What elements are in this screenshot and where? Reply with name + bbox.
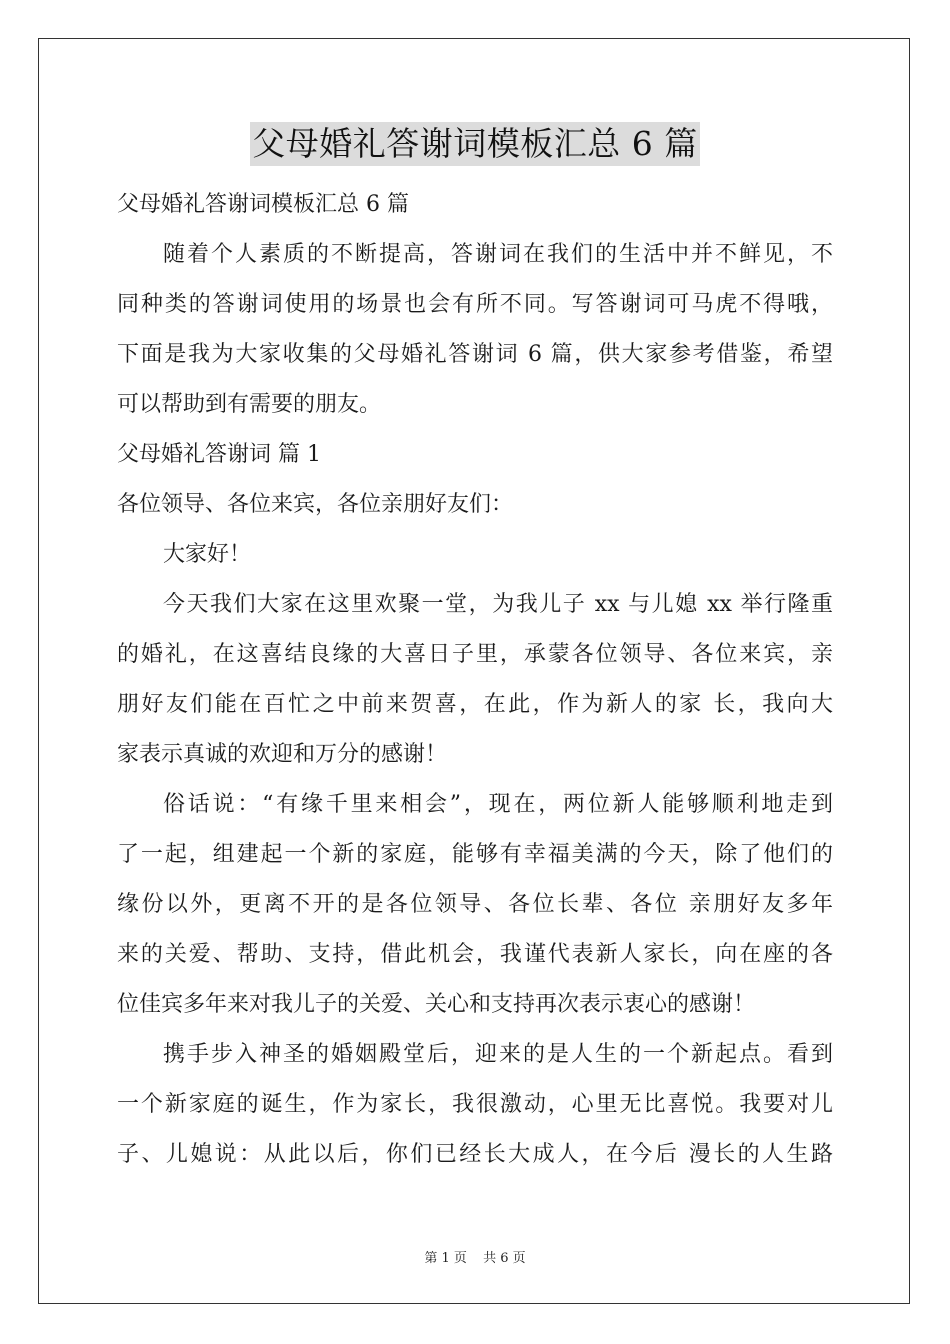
text-line: 了一起，组建起一个新的家庭，能够有幸福美满的今天，除了他们的 (117, 842, 833, 867)
text-line: 大家好！ (163, 542, 252, 567)
text-line: 随着个人素质的不断提高，答谢词在我们的生活中并不鲜见，不 (163, 242, 833, 267)
text-line: 同种类的答谢词使用的场景也会有所不同。写答谢词可马虎不得哦， (117, 292, 833, 317)
text-line: 一个新家庭的诞生，作为家长，我很激动，心里无比喜悦。我要对儿 (117, 1092, 833, 1117)
text-line: 父母婚礼答谢词模板汇总 6 篇 (117, 192, 409, 217)
text-line: 的婚礼，在这喜结良缘的大喜日子里，承蒙各位领导、各位来宾，亲 (117, 642, 833, 667)
title-container (0, 122, 950, 166)
text-line: 携手步入神圣的婚姻殿堂后，迎来的是人生的一个新起点。看到 (163, 1042, 833, 1067)
text-line: 下面是我为大家收集的父母婚礼答谢词 6 篇，供大家参考借鉴，希望 (117, 342, 833, 367)
text-line: 父母婚礼答谢词 篇 1 (117, 442, 321, 467)
text-line: 位佳宾多年来对我儿子的关爱、关心和支持再次表示衷心的感谢！ (117, 992, 756, 1017)
text-line: 家表示真诚的欢迎和万分的感谢！ (117, 742, 448, 767)
text-line: 缘份以外，更离不开的是各位领导、各位长辈、各位 亲朋好友多年 (117, 892, 833, 917)
text-line: 子、儿媳说：从此以后，你们已经长大成人，在今后 漫长的人生路 (117, 1142, 833, 1167)
page-footer (0, 1247, 950, 1266)
text-line: 来的关爱、帮助、支持，借此机会，我谨代表新人家长，向在座的各 (117, 942, 833, 967)
text-line: 朋好友们能在百忙之中前来贺喜，在此，作为新人的家 长，我向大 (117, 692, 833, 717)
text-line: 俗话说：“有缘千里来相会”，现在，两位新人能够顺利地走到 (163, 792, 833, 817)
page-total: 共 6 页 (483, 1251, 526, 1266)
document-title: 父母婚礼答谢词模板汇总 6 篇 (250, 122, 699, 166)
page-number: 第 1 页 (424, 1251, 467, 1266)
text-line: 可以帮助到有需要的朋友。 (117, 392, 382, 417)
document-body (117, 180, 833, 1180)
text-line: 今天我们大家在这里欢聚一堂，为我儿子 xx 与儿媳 xx 举行隆重 (163, 592, 833, 617)
text-line: 各位领导、各位来宾，各位亲朋好友们： (117, 492, 514, 517)
